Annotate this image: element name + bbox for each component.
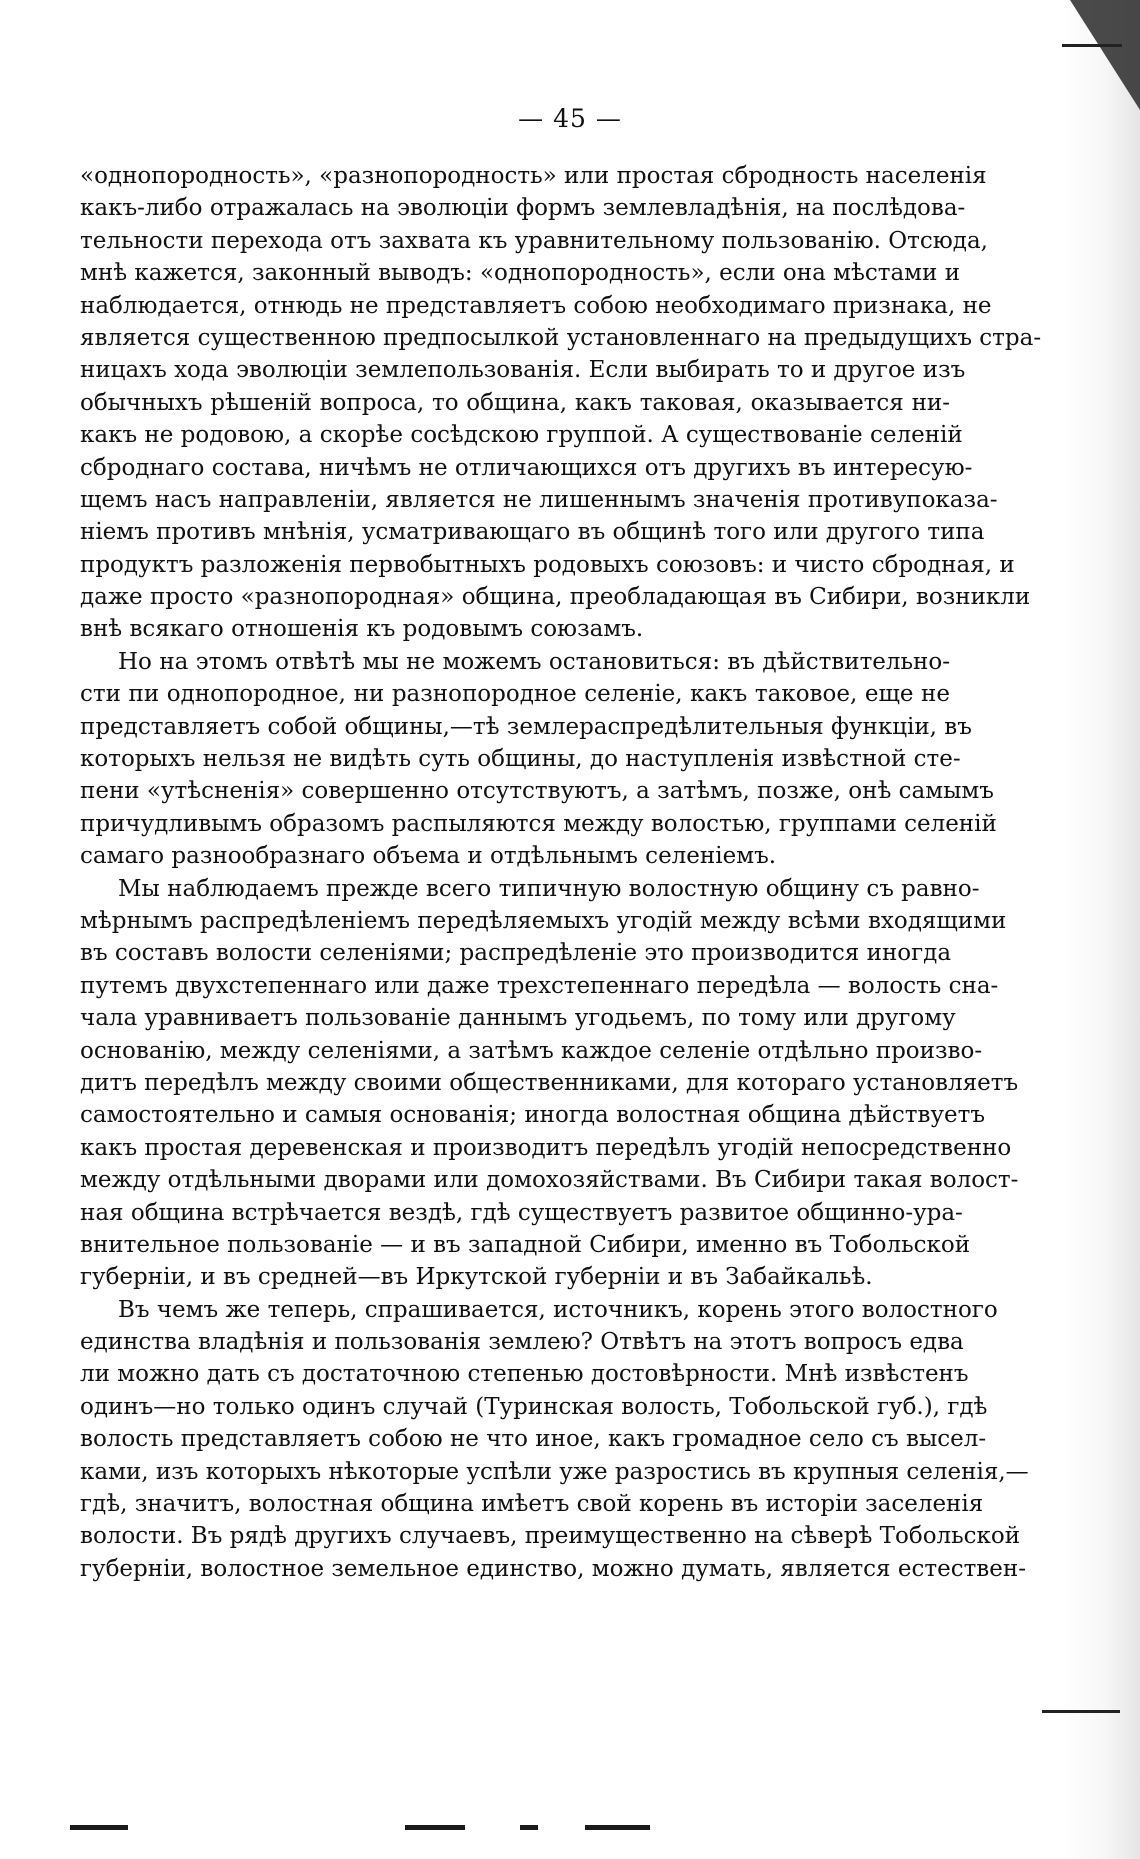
text-line: пени «утѣсненія» совершенно отсутствуютъ, а затѣмъ, позже, онѣ самымъ xyxy=(80,778,994,805)
text-line: продуктъ разложенія первобытныхъ родовыхъ союзовъ: и чисто сбродная, и xyxy=(80,551,1015,578)
text-line: мнѣ кажется, законный выводъ: «однопородность», если она мѣстами и xyxy=(80,260,961,287)
text-line: самостоятельно и самыя основанія; иногда волостная община дѣйствуетъ xyxy=(80,1102,985,1129)
text-line: путемъ двухстепеннаго или даже трехстепеннаго передѣла — волость сна- xyxy=(80,972,999,999)
bottom-scan-marks xyxy=(0,1817,1140,1841)
text-line: самаго разнообразнаго объема и отдѣльнымъ селеніемъ. xyxy=(80,843,777,870)
text-line: основанію, между селеніями, а затѣмъ каждое селеніе отдѣльно произво- xyxy=(80,1037,983,1064)
text-line: сброднаго состава, ничѣмъ не отличающихся отъ другихъ въ интересую- xyxy=(80,454,973,481)
text-line: ницахъ хода эволюціи землепользованія. Если выбирать то и другое изъ xyxy=(80,357,966,384)
scan-mark xyxy=(405,1825,465,1830)
scan-mark xyxy=(585,1825,650,1830)
text-line: сти пи однопородное, ни разнопородное селеніе, какъ таковое, еще не xyxy=(80,681,950,708)
text-line: щемъ насъ направленіи, является не лишеннымъ значенія противупоказа- xyxy=(80,486,998,513)
text-line: внительное пользованіе — и въ западной Сибири, именно въ Тобольской xyxy=(80,1231,971,1258)
text-line: губерніи, волостное земельное единство, можно думать, является естествен- xyxy=(80,1555,1026,1582)
text-line: волости. Въ рядѣ другихъ случаевъ, преимущественно на сѣверѣ Тобольской xyxy=(80,1523,1021,1550)
text-line: которыхъ нельзя не видѣть суть общины, до наступленія извѣстной сте- xyxy=(80,746,961,773)
text-line: ли можно дать съ достаточною степенью достовѣрности. Мнѣ извѣстенъ xyxy=(80,1361,969,1388)
text-line: Въ чемъ же теперь, спрашивается, источникъ, корень этого волостного xyxy=(118,1296,998,1323)
text-line: какъ не родовою, а скорѣе сосѣдскою группой. А существованіе селеній xyxy=(80,422,963,449)
text-line: внѣ всякаго отношенія къ родовымъ союзамъ. xyxy=(80,616,644,643)
text-line: губерніи, и въ средней—въ Иркутской губерніи и въ Забайкальѣ. xyxy=(80,1264,873,1291)
text-line: единства владѣнія и пользованія землею? Отвѣтъ на этотъ вопросъ едва xyxy=(80,1329,964,1356)
text-line: чала уравниваетъ пользованіе даннымъ угодьемъ, по тому или другому xyxy=(80,1005,956,1032)
text-line: «однопородность», «разнопородность» или простая сбродность населенія xyxy=(80,163,987,189)
text-line: даже просто «разнопородная» община, преобладающая въ Сибири, возникли xyxy=(80,584,1031,611)
scan-mark xyxy=(520,1825,538,1830)
text-line: гдѣ, значитъ, волостная община имѣетъ свой корень въ исторіи заселенія xyxy=(80,1491,984,1518)
text-line: ніемъ противъ мнѣнія, усматривающаго въ общинѣ того или другого типа xyxy=(80,519,985,546)
text-line: какъ-либо отражалась на эволюціи формъ землевладѣнія, на послѣдова- xyxy=(80,195,966,222)
page-edge-shadow xyxy=(1060,0,1140,1859)
page-number: — 45 — xyxy=(518,104,622,133)
edge-mark xyxy=(1062,44,1122,47)
text-line: является существенною предпосылкой установленнаго на предыдущихъ стра- xyxy=(80,324,1042,351)
text-line: обычныхъ рѣшеній вопроса, то община, какъ таковая, оказывается ни- xyxy=(80,389,950,416)
text-line: между отдѣльными дворами или домохозяйствами. Въ Сибири такая волост- xyxy=(80,1167,1019,1194)
text-line: дитъ передѣлъ между своими общественниками, для котораго установляетъ xyxy=(80,1069,1019,1096)
text-line: одинъ—но только одинъ случай (Туринская волость, Тобольской губ.), гдѣ xyxy=(80,1393,988,1420)
text-line: тельности перехода отъ захвата къ уравнительному пользованію. Отсюда, xyxy=(80,227,988,254)
text-line: Но на этомъ отвѣтѣ мы не можемъ остановиться: въ дѣйствительно- xyxy=(118,648,950,675)
text-line: ками, изъ которыхъ нѣкоторые успѣли уже разростись въ крупныя селенія,— xyxy=(80,1458,1029,1485)
page-corner-curl xyxy=(1070,0,1140,110)
text-line: ная община встрѣчается вездѣ, гдѣ существуетъ развитое общинно-ура- xyxy=(80,1199,963,1226)
edge-mark xyxy=(1042,1710,1120,1713)
text-line: мѣрнымъ распредѣленіемъ передѣляемыхъ угодій между всѣми входящими xyxy=(80,907,1007,934)
text-line: Мы наблюдаемъ прежде всего типичную волостную общину съ равно- xyxy=(118,875,980,902)
text-line: волость представляетъ собою не что иное, какъ громадное село съ высел- xyxy=(80,1426,987,1453)
text-line: представляетъ собой общины,—тѣ землераспредѣлительныя функціи, въ xyxy=(80,713,972,740)
text-line: причудливымъ образомъ распыляются между волостью, группами селеній xyxy=(80,810,997,837)
text-line: въ составъ волости селеніями; распредѣленіе это производится иногда xyxy=(80,940,952,967)
body-text xyxy=(80,160,1042,1585)
text-line: наблюдается, отнюдь не представляетъ собою необходимаго признака, не xyxy=(80,292,992,319)
scan-mark xyxy=(70,1825,128,1830)
text-line: какъ простая деревенская и производитъ передѣлъ угодій непосредственно xyxy=(80,1134,1012,1161)
